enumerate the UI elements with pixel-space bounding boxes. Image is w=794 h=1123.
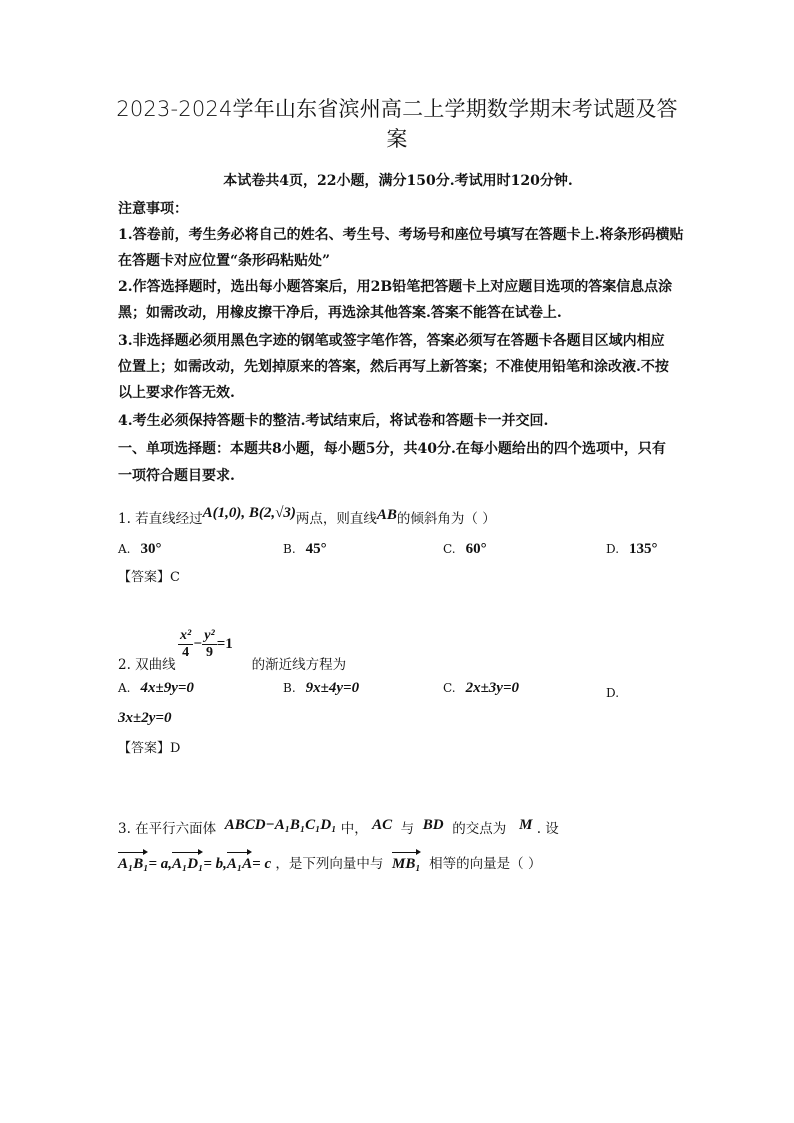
- notice-header: 注意事项：: [118, 201, 188, 217]
- note-line: 在答题卡对应位置“条形码粘贴处”: [118, 253, 331, 269]
- q2-option-d-value: [118, 710, 171, 727]
- q3-vec-a1b1: A₁B₁: [118, 856, 149, 872]
- option-label: D.: [606, 542, 620, 556]
- q2-equals: =1: [216, 636, 233, 652]
- q1-option-d: [606, 541, 658, 558]
- note-line: 3.非选择题必须用黑色字迹的钢笔或签字笔作答，答案必须写在答题卡各题目区域内相应: [118, 333, 665, 349]
- q1-suffix: 的倾斜角为（ ）: [396, 511, 496, 527]
- note-line: 2.作答选择题时，选出每小题答案后，用2B铅笔把答题卡上对应题目选项的答案信息点涂: [118, 279, 673, 295]
- option-label: A.: [118, 542, 131, 556]
- frac-denominator: 9: [206, 645, 213, 660]
- q3-bd: BD: [422, 817, 444, 833]
- question-3: [118, 819, 678, 839]
- option-value: 2x±3y=0: [465, 680, 520, 696]
- option-label: D.: [606, 686, 620, 700]
- option-label: B.: [283, 681, 296, 695]
- option-value: 9x±4y=0: [305, 680, 360, 696]
- q2-option-d: [606, 686, 619, 700]
- note-line: 1.答卷前，考生务必将自己的姓名、考生号、考场号和座位号填写在答题卡上.将条形码横贴: [118, 227, 684, 243]
- q2-option-a: [118, 680, 194, 697]
- q3-text: 相等的向量是（ ）: [429, 856, 542, 872]
- option-value: 60°: [465, 541, 487, 557]
- q3-vec-a1d1: A₁D₁: [172, 856, 204, 872]
- q3-text: 的交点为: [452, 821, 507, 837]
- question-2-text: [118, 655, 678, 675]
- q3-vec-a1a: A₁A: [226, 856, 253, 872]
- note-line: 黑；如需改动，用橡皮擦干净后，再选涂其他答案.答案不能答在试卷上.: [118, 305, 562, 321]
- title-line-1: 2023-2024学年山东省滨州高二上学期数学期末考试题及答: [116, 97, 678, 121]
- q1-middle: 两点，则直线: [295, 511, 377, 527]
- q2-prefix: 2. 双曲线: [118, 657, 176, 673]
- question-1: [118, 505, 678, 529]
- q1-answer: 【答案】C: [118, 570, 180, 585]
- q2-minus: −: [193, 636, 203, 652]
- option-value: 3x±2y=0: [118, 710, 172, 726]
- q2-option-c: [443, 680, 519, 697]
- q1-line-ab: AB: [376, 507, 397, 523]
- option-label: C.: [443, 681, 456, 695]
- frac-numerator: x²: [180, 628, 192, 643]
- q3-vec-mb1: MB₁: [392, 856, 421, 872]
- q3-eq: = b,: [203, 856, 227, 872]
- note-line: 以上要求作答无效.: [118, 385, 235, 401]
- question-3-cont: [118, 854, 678, 874]
- q1-option-a: [118, 541, 161, 558]
- option-label: A.: [118, 681, 131, 695]
- frac-denominator: 4: [182, 645, 190, 660]
- option-value: 4x±9y=0: [140, 680, 194, 696]
- note-line: 4.考生必须保持答题卡的整洁.考试结束后，将试卷和答题卡一并交回.: [118, 413, 549, 429]
- q1-points: A(1,0), B(2,√3): [202, 505, 296, 521]
- q3-text: 与: [400, 821, 415, 837]
- section-header-cont: 一项符合题目要求.: [118, 468, 235, 484]
- q3-text: 中，: [340, 821, 368, 837]
- section-header: 一、单项选择题：本题共8小题，每小题5分，共40分.在每小题给出的四个选项中，只有: [118, 441, 666, 457]
- option-label: B.: [283, 542, 296, 556]
- q3-eq: = a,: [148, 856, 173, 872]
- title-line-2: 案: [386, 127, 408, 151]
- q3-text: ，是下列向量中与: [275, 856, 384, 872]
- q1-option-b: [283, 541, 327, 558]
- q3-parallelepiped: ABCD−A₁B₁C₁D₁: [224, 817, 337, 833]
- note-line: 位置上；如需改动，先划掉原来的答案，然后再写上新答案；不准使用铅笔和涂改液.不按: [118, 359, 669, 375]
- q1-prefix: 1. 若直线经过: [118, 511, 203, 527]
- option-value: 45°: [305, 541, 327, 557]
- q3-text: . 设: [536, 821, 559, 837]
- option-value: 30°: [140, 541, 162, 557]
- q2-answer: 【答案】D: [118, 741, 181, 756]
- q1-option-c: [443, 541, 487, 558]
- exam-subtitle: 本试卷共4页，22小题，满分150分.考试用时120分钟.: [223, 173, 573, 189]
- page-title: [100, 94, 694, 154]
- q3-prefix: 3. 在平行六面体: [118, 821, 217, 837]
- option-label: C.: [443, 542, 456, 556]
- q2-suffix: 的渐近线方程为: [251, 657, 347, 673]
- q3-m: M: [519, 817, 533, 833]
- option-value: 135°: [629, 541, 658, 557]
- q2-option-b: [283, 680, 359, 697]
- q3-eq: = c: [252, 856, 272, 872]
- q3-ac: AC: [372, 817, 393, 833]
- frac-numerator: y²: [204, 628, 215, 643]
